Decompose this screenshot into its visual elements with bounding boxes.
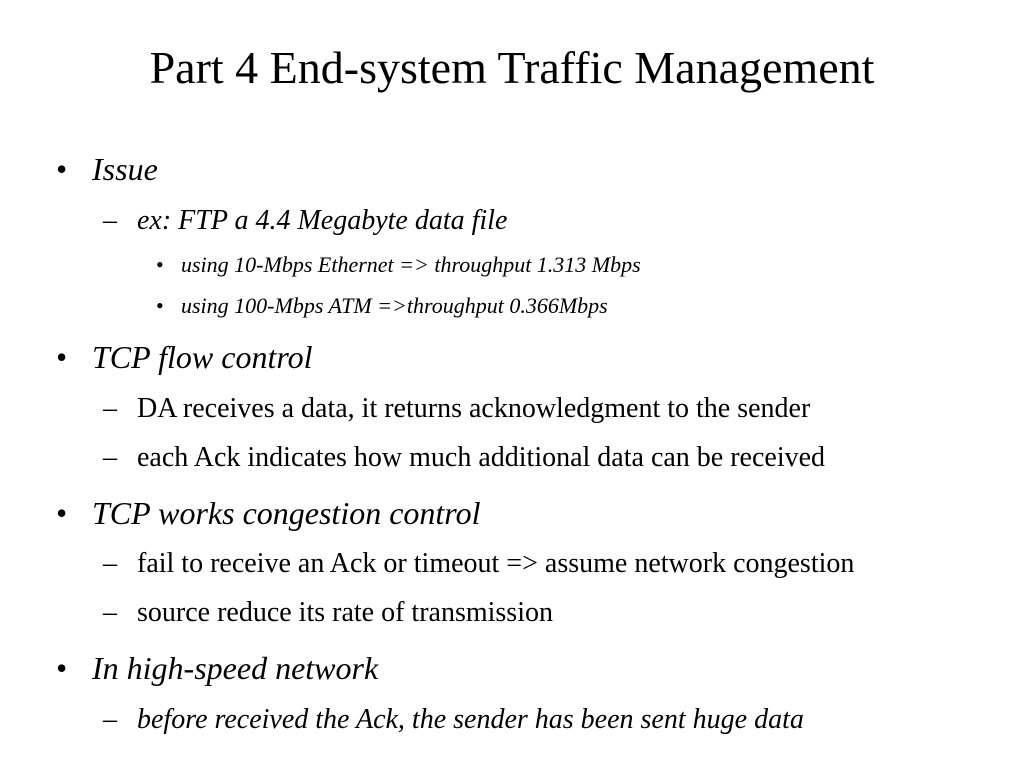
bullet-marker: • bbox=[56, 151, 68, 187]
sub-sub-bullet-ethernet: using 10-Mbps Ethernet => throughput 1.313 Mbps bbox=[181, 252, 641, 277]
bullet-marker: • bbox=[156, 252, 164, 277]
dash-marker: – bbox=[103, 205, 117, 236]
dash-marker: – bbox=[103, 597, 117, 628]
sub-sub-bullet-atm: using 100-Mbps ATM =>throughput 0.366Mbps bbox=[181, 293, 608, 318]
dash-marker: – bbox=[103, 442, 117, 473]
bullet-marker: • bbox=[56, 339, 68, 375]
sub-bullet-source-reduce: source reduce its rate of transmission bbox=[137, 597, 553, 628]
sub-bullet-ftp: ex: FTP a 4.4 Megabyte data file bbox=[137, 205, 508, 236]
bullet-marker: • bbox=[56, 495, 68, 531]
bullet-tcp-congestion-control: TCP works congestion control bbox=[92, 495, 481, 531]
sub-bullet-before-received: before received the Ack, the sender has been sent huge data bbox=[137, 704, 804, 735]
slide-title: Part 4 End-system Traffic Management bbox=[149, 42, 875, 93]
sub-bullet-each-ack: each Ack indicates how much additional data can be received bbox=[137, 442, 826, 473]
bullet-marker: • bbox=[156, 293, 164, 318]
bullet-marker: • bbox=[56, 650, 68, 686]
bullet-tcp-flow-control: TCP flow control bbox=[92, 339, 313, 375]
sub-bullet-fail-to-receive: fail to receive an Ack or timeout => assume network congestion bbox=[137, 548, 855, 579]
bullet-high-speed-network: In high-speed network bbox=[92, 650, 379, 686]
sub-bullet-da-receives: DA receives a data, it returns acknowledgment to the sender bbox=[137, 393, 811, 424]
dash-marker: – bbox=[103, 704, 117, 735]
bullet-issue: Issue bbox=[92, 151, 158, 187]
dash-marker: – bbox=[103, 393, 117, 424]
dash-marker: – bbox=[103, 548, 117, 579]
